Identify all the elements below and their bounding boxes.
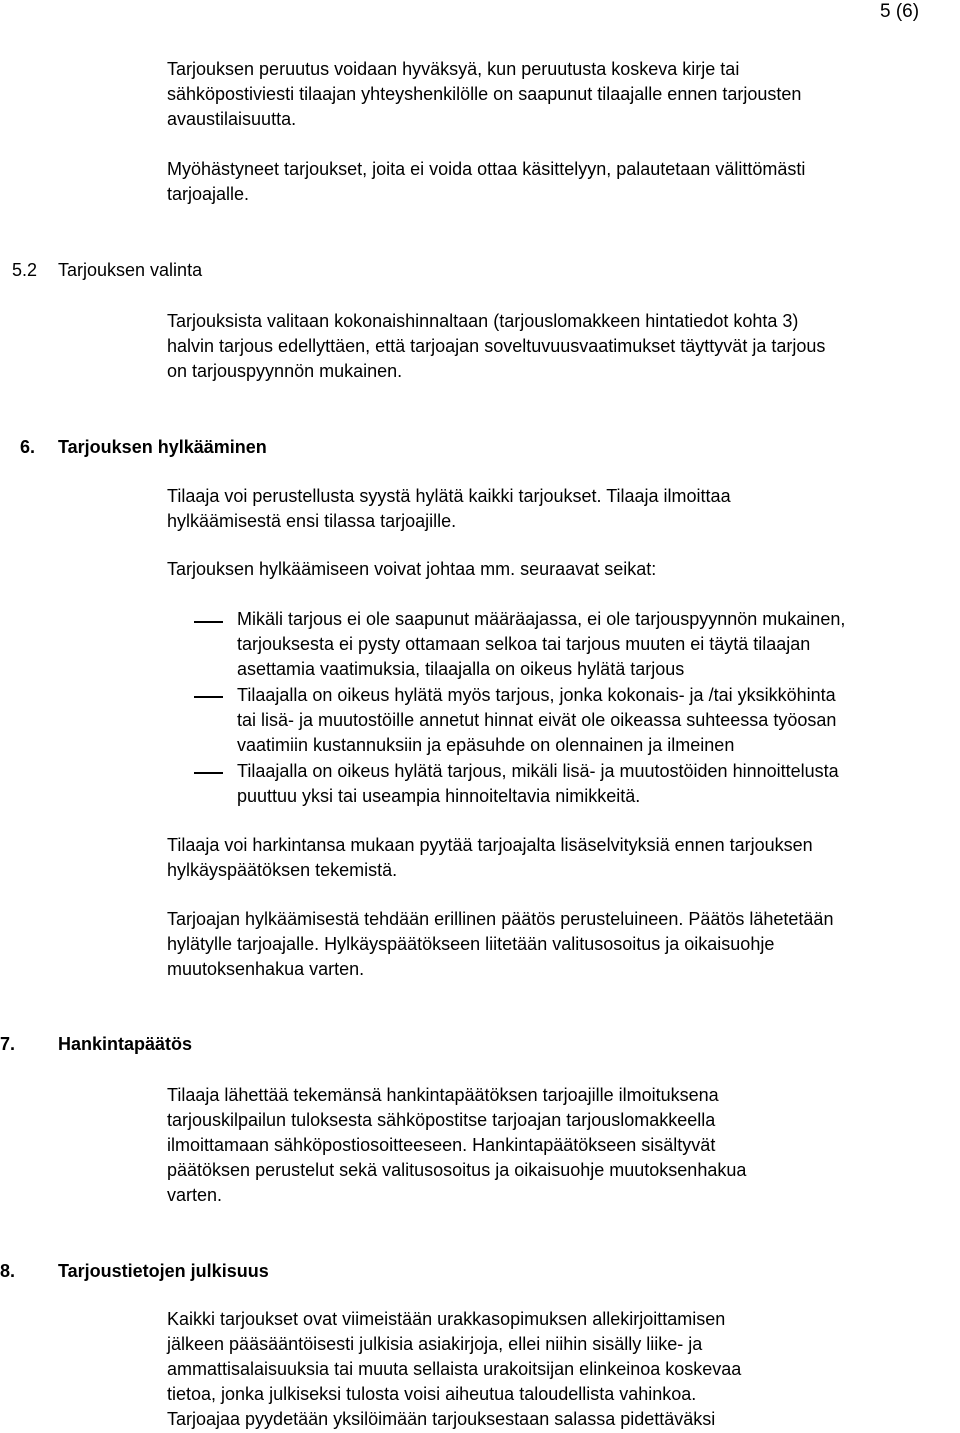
paragraph-rejection-right: Tilaaja voi perustellusta syystä hylätä kaikki tarjoukset. Tilaaja ilmoittaa hylkäämisestä ensi tilassa tarjoajille. (167, 486, 731, 531)
list-item: Tilaajalla on oikeus hylätä tarjous, mikäli lisä- ja muutostöiden hinnoittelusta puuttuu yksi tai useampia hinnoiteltavia nimikkeitä. (237, 761, 839, 806)
section-heading-7: 7. Hankintapäätös (0, 1034, 193, 1054)
dash-bullet-icon (194, 621, 223, 623)
paragraph-publicity: Kaikki tarjoukset ovat viimeistään urakkasopimuksen allekirjoittamisen jälkeen pääsääntöisesti julkisia asiakirjoja, ellei niihin sisälly liike- ja ammattisalaisuuksia tai muuta sellaista urakoitsijan elinkeinoa koskevaa tietoa, jonka julkiseksi tulosta voisi aiheutua taloudellista vahinkoa. Tarjoajaa pyydetään yksilöimään tarjouksestaan salassa pidettäväksi (167, 1309, 742, 1429)
section-heading-5-2: 5.2 Tarjouksen valinta (12, 260, 203, 280)
paragraph-procurement-decision: Tilaaja lähettää tekemänsä hankintapäätöksen tarjoajille ilmoituksena tarjouskilpailun tuloksesta sähköpostitse tarjoajan tarjouslomakkeella ilmoittamaan sähköpostiosoitteeseen. Hankintapäätökseen sisältyvät päätöksen perustelut sekä valitusosoitus ja oikaisuohje muutoksenhakua varten. (167, 1085, 747, 1205)
paragraph-withdrawal: Tarjouksen peruutus voidaan hyväksyä, kun peruutusta koskeva kirje tai sähköpostiviesti tilaajan yhteyshenkilölle on saapunut tilaajalle ennen tarjousten avaustilaisuutta. (167, 59, 802, 129)
paragraph-late-offers: Myöhästyneet tarjoukset, joita ei voida ottaa käsittelyyn, palautetaan välittömästi tarjoajalle. (167, 159, 806, 204)
dash-bullet-icon (194, 772, 223, 774)
page-number: 5 (6) (880, 1, 920, 22)
section-heading-6: 6. Tarjouksen hylkääminen (20, 437, 267, 457)
paragraph-selection: Tarjouksista valitaan kokonaishinnaltaan (tarjouslomakkeen hintatiedot kohta 3) halvin tarjous edellyttäen, että tarjoajan soveltuvuusvaatimukset täyttyvät ja tarjous on tarjouspyynnön mukainen. (167, 311, 826, 381)
list-item: Tilaajalla on oikeus hylätä myös tarjous, jonka kokonais- ja /tai yksikköhinta tai lisä- ja muutostöille annetut hinnat eivät ole oikeassa suhteessa työosan vaatimiin kustannuksiin ja epäsuhde on olennainen ja ilmeinen (237, 685, 837, 755)
paragraph-rejection-reasons-intro: Tarjouksen hylkäämiseen voivat johtaa mm. seuraavat seikat: (167, 559, 657, 579)
dash-bullet-icon (194, 696, 223, 698)
list-item: Mikäli tarjous ei ole saapunut määräajassa, ei ole tarjouspyynnön mukainen, tarjouksesta ei pysty ottamaan selkoa tai tarjous muuten ei täytä tilaajan asettamia vaatimuksia, tilaajalla on oikeus hylätä tarjous (237, 609, 846, 679)
section-heading-8: 8. Tarjoustietojen julkisuus (0, 1261, 269, 1281)
paragraph-additional-clarifications: Tilaaja voi harkintansa mukaan pyytää tarjoajalta lisäselvityksiä ennen tarjouksen hylkäyspäätöksen tekemistä. (167, 835, 813, 880)
paragraph-rejection-decision: Tarjoajan hylkäämisestä tehdään erillinen päätös perusteluineen. Päätös lähetetään hylätylle tarjoajalle. Hylkäyspäätökseen liitetään valitusosoitus ja oikaisuohje muutoksenhakua varten. (167, 909, 834, 979)
